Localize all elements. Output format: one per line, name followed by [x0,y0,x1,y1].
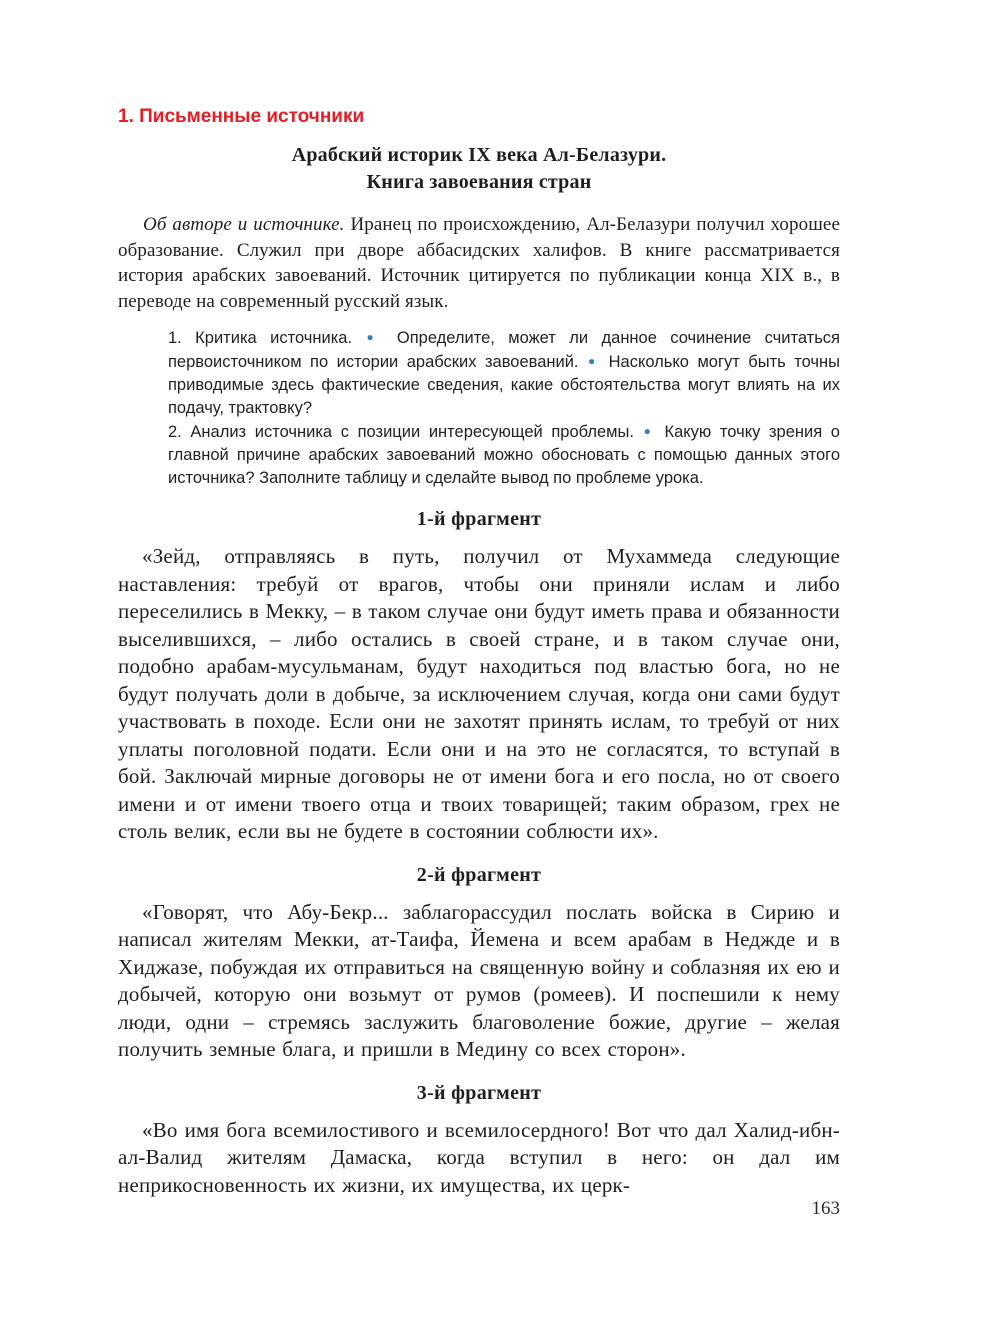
fragment-1-text: «Зейд, отправляясь в путь, получил от Мухаммеда следующие наставления: требуй от врагов, чтобы они приняли ислам и либо переселились в Мекку, – в таком случае они будут иметь права и обязанности выселившихся, – либо остались в своей стране, и в таком случае они, подобно арабам-мусульманам, будут находиться под властью бога, но не будут получать доли в добыче, за исключением случая, когда они сами будут участвовать в походе. Если они не захотят принять ислам, то требуй от них уплаты поголовной подати. Если они и на это не согласятся, то вступай в бой. Заключай мирные договоры не от имени бога и его посла, но от своего имени и от имени твоего отца и твоих товарищей; таким образом, грех не столь велик, если вы не будете в состоянии соблюсти их». [118,544,840,843]
task-2-intro: 2. Анализ источника с позиции интересующей проблемы. [168,423,634,441]
fragment-2-text: «Говорят, что Абу-Бекр... заблагорассудил послать войска в Сирию и написал жителям Мекки, ат-Таифа, Йемена и всем арабам в Неджде и в Хиджазе, побуждая их отправиться на священную войну и соблазняя их ею и добычей, которую они возьмут от румов (ромеев). И поспешили к нему люди, одни – стремясь заслужить благоволение божие, другие – желая получить земные блага, и пришли в Медину со всех сторон». [118,899,840,1061]
task-item-2 [168,420,840,490]
document-title-line2: Книга завоевания стран [366,171,592,193]
fragment-1-heading: 1-й фрагмент [416,508,542,530]
fragment-3-text: «Во имя бога всемилостивого и всемилосердного! Вот что дал Халид-ибн-ал-Валид жителям Дамаска, когда вступил в него: он дал им неприкосновенность их жизни, их имущества, их церк- [118,1117,840,1197]
bullet-icon: ● [588,354,600,368]
about-paragraph [118,212,840,314]
about-text: Иранец по происхождению, Ал-Белазури получил хорошее образование. Служил при дворе аббасидских халифов. В книге рассматривается история арабских завоеваний. Источник цитируется по публикации конца XIX в., в переводе на современный русский язык. [118,214,840,312]
page-content [118,106,840,1199]
document-title-line1: Арабский историк IX века Ал-Белазури. [291,144,667,166]
task-1-question-1: Определите, может ли данное сочинение считаться первоисточником по истории арабских завоеваний. [168,329,840,371]
section-title: 1. Письменные источники [118,106,365,127]
bullet-icon: ● [643,424,655,438]
task-1-question-2: Насколько могут быть точны приводимые здесь фактические сведения, какие обстоятельства могут влиять на их подачу, трактовку? [168,353,840,417]
fragment-3-heading: 3-й фрагмент [416,1081,542,1104]
task-2-question-1: Какую точку зрения о главной причине арабских завоеваний можно обосновать с помощью данных этого источника? Заполните таблицу и сделайте вывод по проблеме урока. [168,423,840,487]
tasks-block [168,326,840,490]
fragment-2-heading: 2-й фрагмент [416,863,542,886]
document-title [118,142,840,196]
task-item-1 [168,326,840,420]
about-lead: Об авторе и источнике. [143,214,345,235]
page-number: 163 [811,1198,840,1219]
bullet-icon: ● [366,330,383,344]
task-1-intro: 1. Критика источника. [168,329,353,347]
